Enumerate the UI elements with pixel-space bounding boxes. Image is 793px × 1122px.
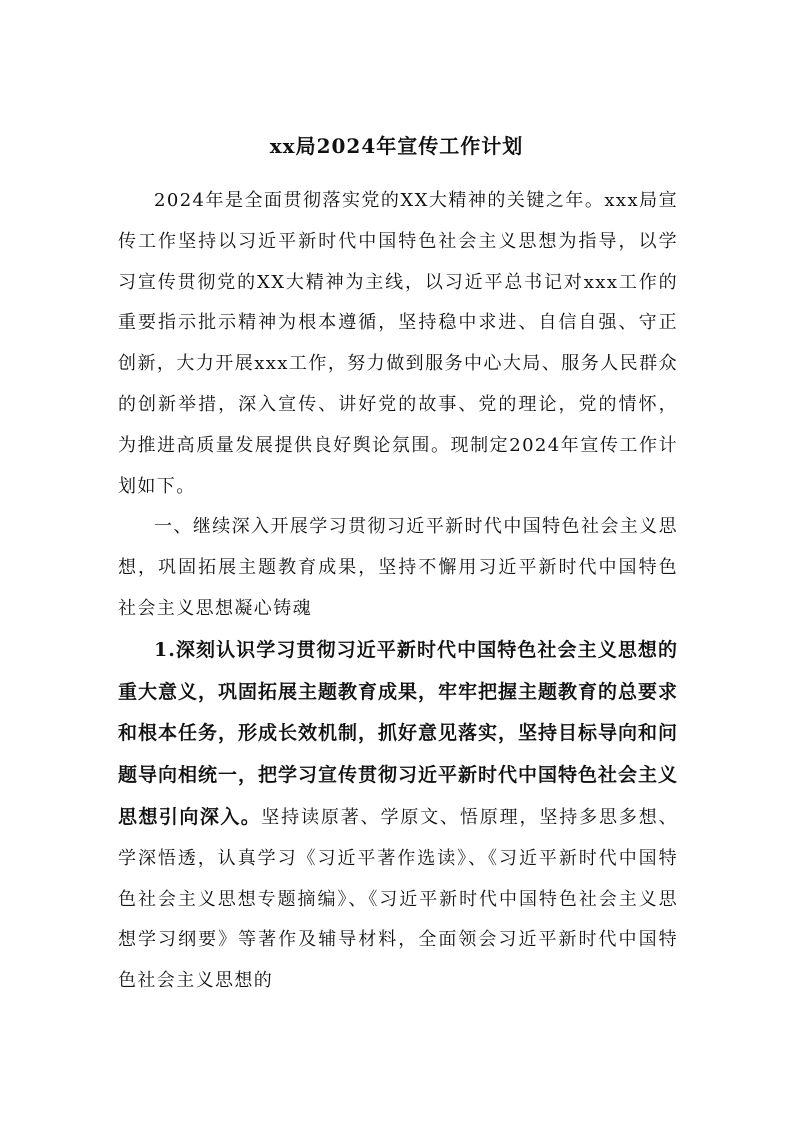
document-body [118,181,678,1002]
document-title: xx局2024年宣传工作计划 [269,134,524,158]
intro-paragraph: 2024年是全面贯彻落实党的XX大精神的关键之年。xxx局宣传工作坚持以习近平新时代中国特色社会主义思想为指导，以学习宣传贯彻党的XX大精神为主线，以习近平总书记对xxx工作的重要指示批示精神为根本遵循，坚持稳中求进、自信自强、守正创新，大力开展xxx工作，努力做到服务中心大局、服务人民群众的创新举措，深入宣传、讲好党的故事、党的理论，党的情怀，为推进高质量发展提供良好舆论氛围。现制定2024年宣传工作计划如下。 [118,190,678,497]
item-bold-heading: 1.深刻认识学习贯彻习近平新时代中国特色社会主义思想的重大意义，巩固拓展主题教育成果，牢牢把握主题教育的总要求和根本任务，形成长效机制，抓好意见落实，坚持目标导向和问题导向相统一，把学习宣传贯彻习近平新时代中国特色社会主义思想引向深入。 [118,638,679,828]
section-heading: 一、继续深入开展学习贯彻习近平新时代中国特色社会主义思想，巩固拓展主题教育成果，坚持不懈用习近平新时代中国特色社会主义思想凝心铸魂 [118,516,678,619]
item-paragraph [118,630,678,1002]
item-body-text: 坚持读原著、学原文、悟原理，坚持多思多想、学深悟透，认真学习《习近平著作选读》、《习近平新时代中国特色社会主义思想专题摘编》、《习近平新时代中国特色社会主义思想学习纲要》等著作及辅导材料，全面领会习近平新时代中国特色社会主义思想的 [118,806,678,992]
